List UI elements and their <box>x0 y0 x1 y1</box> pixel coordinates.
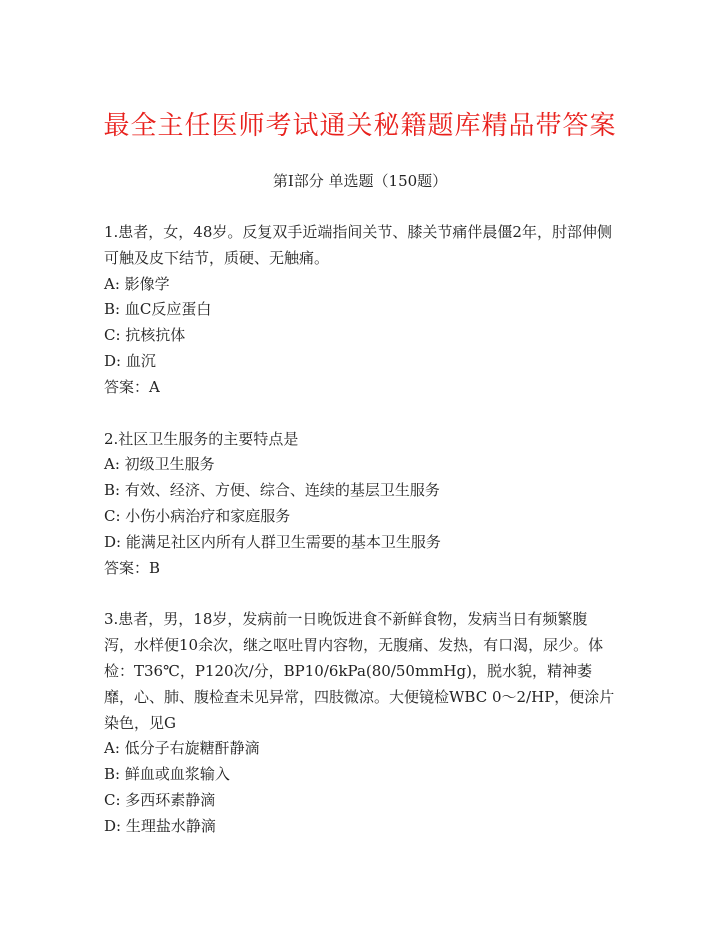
question-stem: 3.患者，男，18岁，发病前一日晚饭进食不新鲜食物，发病当日有频繁腹泻，水样便10余次，继之呕吐胃内容物，无腹痛、发热，有口渴，尿少。体检：T36℃，P120次/分，BP10/6kPa(80/50mmHg)，脱水貌，精神萎靡，心、肺、腹检查未见异常，四肢微凉。大便镜检WBC 0～2/HP，便涂片染色，见G <box>104 610 615 732</box>
option-b: B: 鲜血或血浆输入 <box>104 765 230 784</box>
question-1 <box>104 220 616 401</box>
answer: 答案：B <box>104 558 161 577</box>
answer: 答案：A <box>104 377 160 396</box>
option-a: A: 初级卫生服务 <box>104 455 215 474</box>
question-2 <box>104 427 616 582</box>
option-d: D: 血沉 <box>104 351 156 370</box>
question-3 <box>104 607 616 839</box>
option-a: A: 低分子右旋糖酐静滴 <box>104 739 260 758</box>
option-a: A: 影像学 <box>104 274 170 293</box>
question-list <box>104 220 616 866</box>
option-c: C: 多西环素静滴 <box>104 790 216 809</box>
section-title: 第I部分 单选题（150题） <box>272 172 448 190</box>
document-title: 最全主任医师考试通关秘籍题库精品带答案 <box>103 111 617 141</box>
option-b: B: 血C反应蛋白 <box>104 300 212 319</box>
option-c: C: 小伤小病治疗和家庭服务 <box>104 506 291 525</box>
question-stem: 2.社区卫生服务的主要特点是 <box>104 429 299 448</box>
option-c: C: 抗核抗体 <box>104 326 186 345</box>
question-stem: 1.患者，女，48岁。反复双手近端指间关节、膝关节痛伴晨僵2年，肘部伸侧可触及皮下结节，质硬、无触痛。 <box>104 223 612 267</box>
option-d: D: 能满足社区内所有人群卫生需要的基本卫生服务 <box>104 532 441 551</box>
option-b: B: 有效、经济、方便、综合、连续的基层卫生服务 <box>104 481 440 500</box>
option-d: D: 生理盐水静滴 <box>104 816 216 835</box>
